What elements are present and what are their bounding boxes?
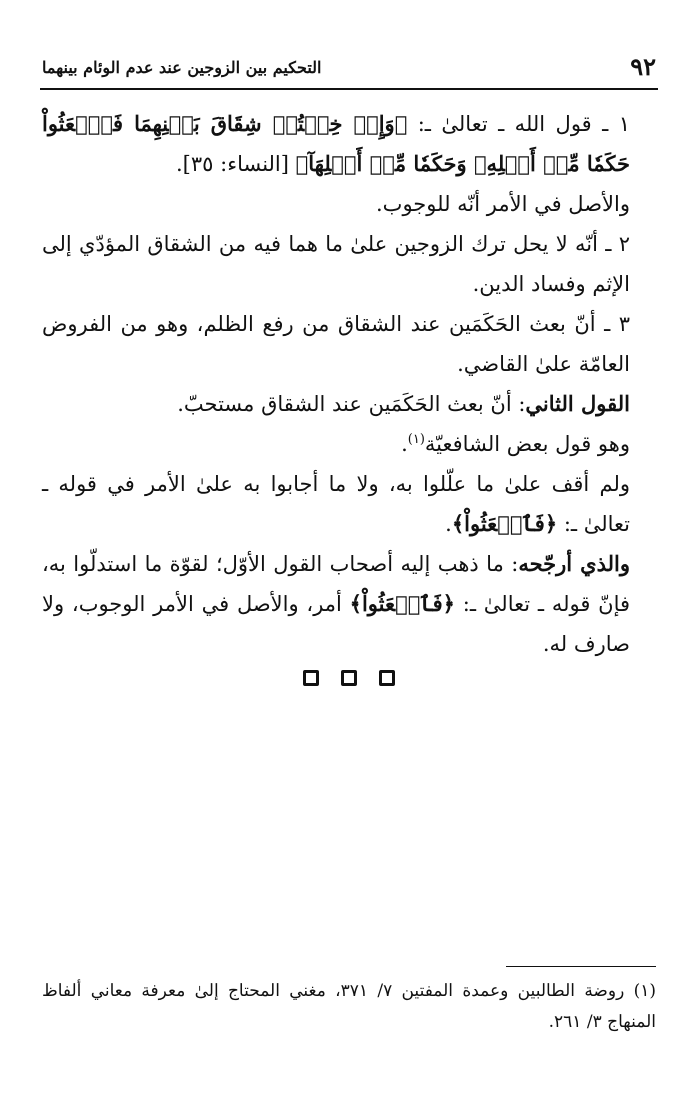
paragraph-evidence-1 [42, 104, 656, 184]
paragraph-no-answer [42, 464, 656, 544]
paragraph-evidence-3: ٣ ـ أنّ بعث الحَكَمَين عند الشقاق من رفع الظلم، وهو من الفروض العامّة علىٰ القاضي. [42, 312, 630, 376]
no-answer-text: ولم أقف علىٰ ما علّلوا به، ولا ما أجابوا به علىٰ الأمر في قوله ـ تعالىٰ ـ: [42, 472, 630, 536]
second-opinion-label: القول الثاني [525, 391, 630, 416]
shafii-text: وهو قول بعض الشافعيّة [424, 432, 630, 456]
footnote-rule [506, 966, 656, 967]
preferred-text: : ما ذهب إليه أصحاب القول الأوّل؛ لقوّة ما استدلّوا به، فإنّ قوله ـ تعالىٰ ـ: [42, 552, 631, 616]
running-title: التحكيم بين الزوجين عند عدم الوئام بينهما [42, 58, 322, 77]
paragraph-second-opinion [42, 384, 656, 424]
square-ornament-icon [379, 670, 395, 686]
preferred-label: والذي أرجّحه [518, 551, 630, 576]
main-text [42, 104, 656, 664]
footnote-1: (١) روضة الطالبين وعمدة المفتين ٧/ ٣٧١، مغني المحتاج إلىٰ معرفة معاني ألفاظ المنهاج ٣/ ٢٦١. [42, 981, 656, 1032]
square-ornament-icon [341, 670, 357, 686]
shafii-end: . [401, 432, 408, 456]
paragraph-evidence-2: ٢ ـ أنّه لا يحل ترك الزوجين علىٰ ما هما فيه من الشقاق المؤدّي إلى الإثم وفساد الدين. [42, 232, 630, 296]
verse-reference: [النساء: ٣٥]. [176, 152, 296, 176]
page-number: ٩٢ [630, 52, 656, 81]
preferred-end: أمر، والأصل في الأمر الوجوب، ولا صارف له. [42, 592, 630, 656]
second-opinion-text: : أنّ بعث الحَكَمَين عند الشقاق مستحبّ. [177, 392, 526, 416]
footnote-marker[interactable]: (١) [407, 432, 425, 447]
footnote-area [42, 976, 656, 1038]
page-header [42, 52, 656, 86]
quran-word-fabathu-2: ﴿فَٱبۡعَثُواْ﴾ [349, 591, 455, 616]
square-ornament-icon [303, 670, 319, 686]
paragraph-shafii [42, 424, 656, 464]
paragraph-principle: والأصل في الأمر أنّه للوجوب. [376, 192, 630, 216]
no-answer-end: . [445, 512, 452, 536]
quran-verse-nisa-35: ﴿وَإِنۡ خِفۡتُمۡ شِقَاقَ بَيۡنِهِمَا فَٱبۡعَثُواْ حَكَمٗا مِّنۡ أَهۡلِهِۦ وَحَكَمٗا مِّنۡ أَهۡلِهَآ﴾ [42, 111, 630, 176]
paragraph-preferred [42, 544, 656, 664]
section-separator [0, 670, 698, 686]
evidence-1-intro: ١ ـ قول الله ـ تعالىٰ ـ: [407, 112, 631, 136]
header-rule [40, 88, 658, 90]
quran-word-fabathu: ﴿فَٱبۡعَثُواْ﴾ [451, 511, 558, 536]
